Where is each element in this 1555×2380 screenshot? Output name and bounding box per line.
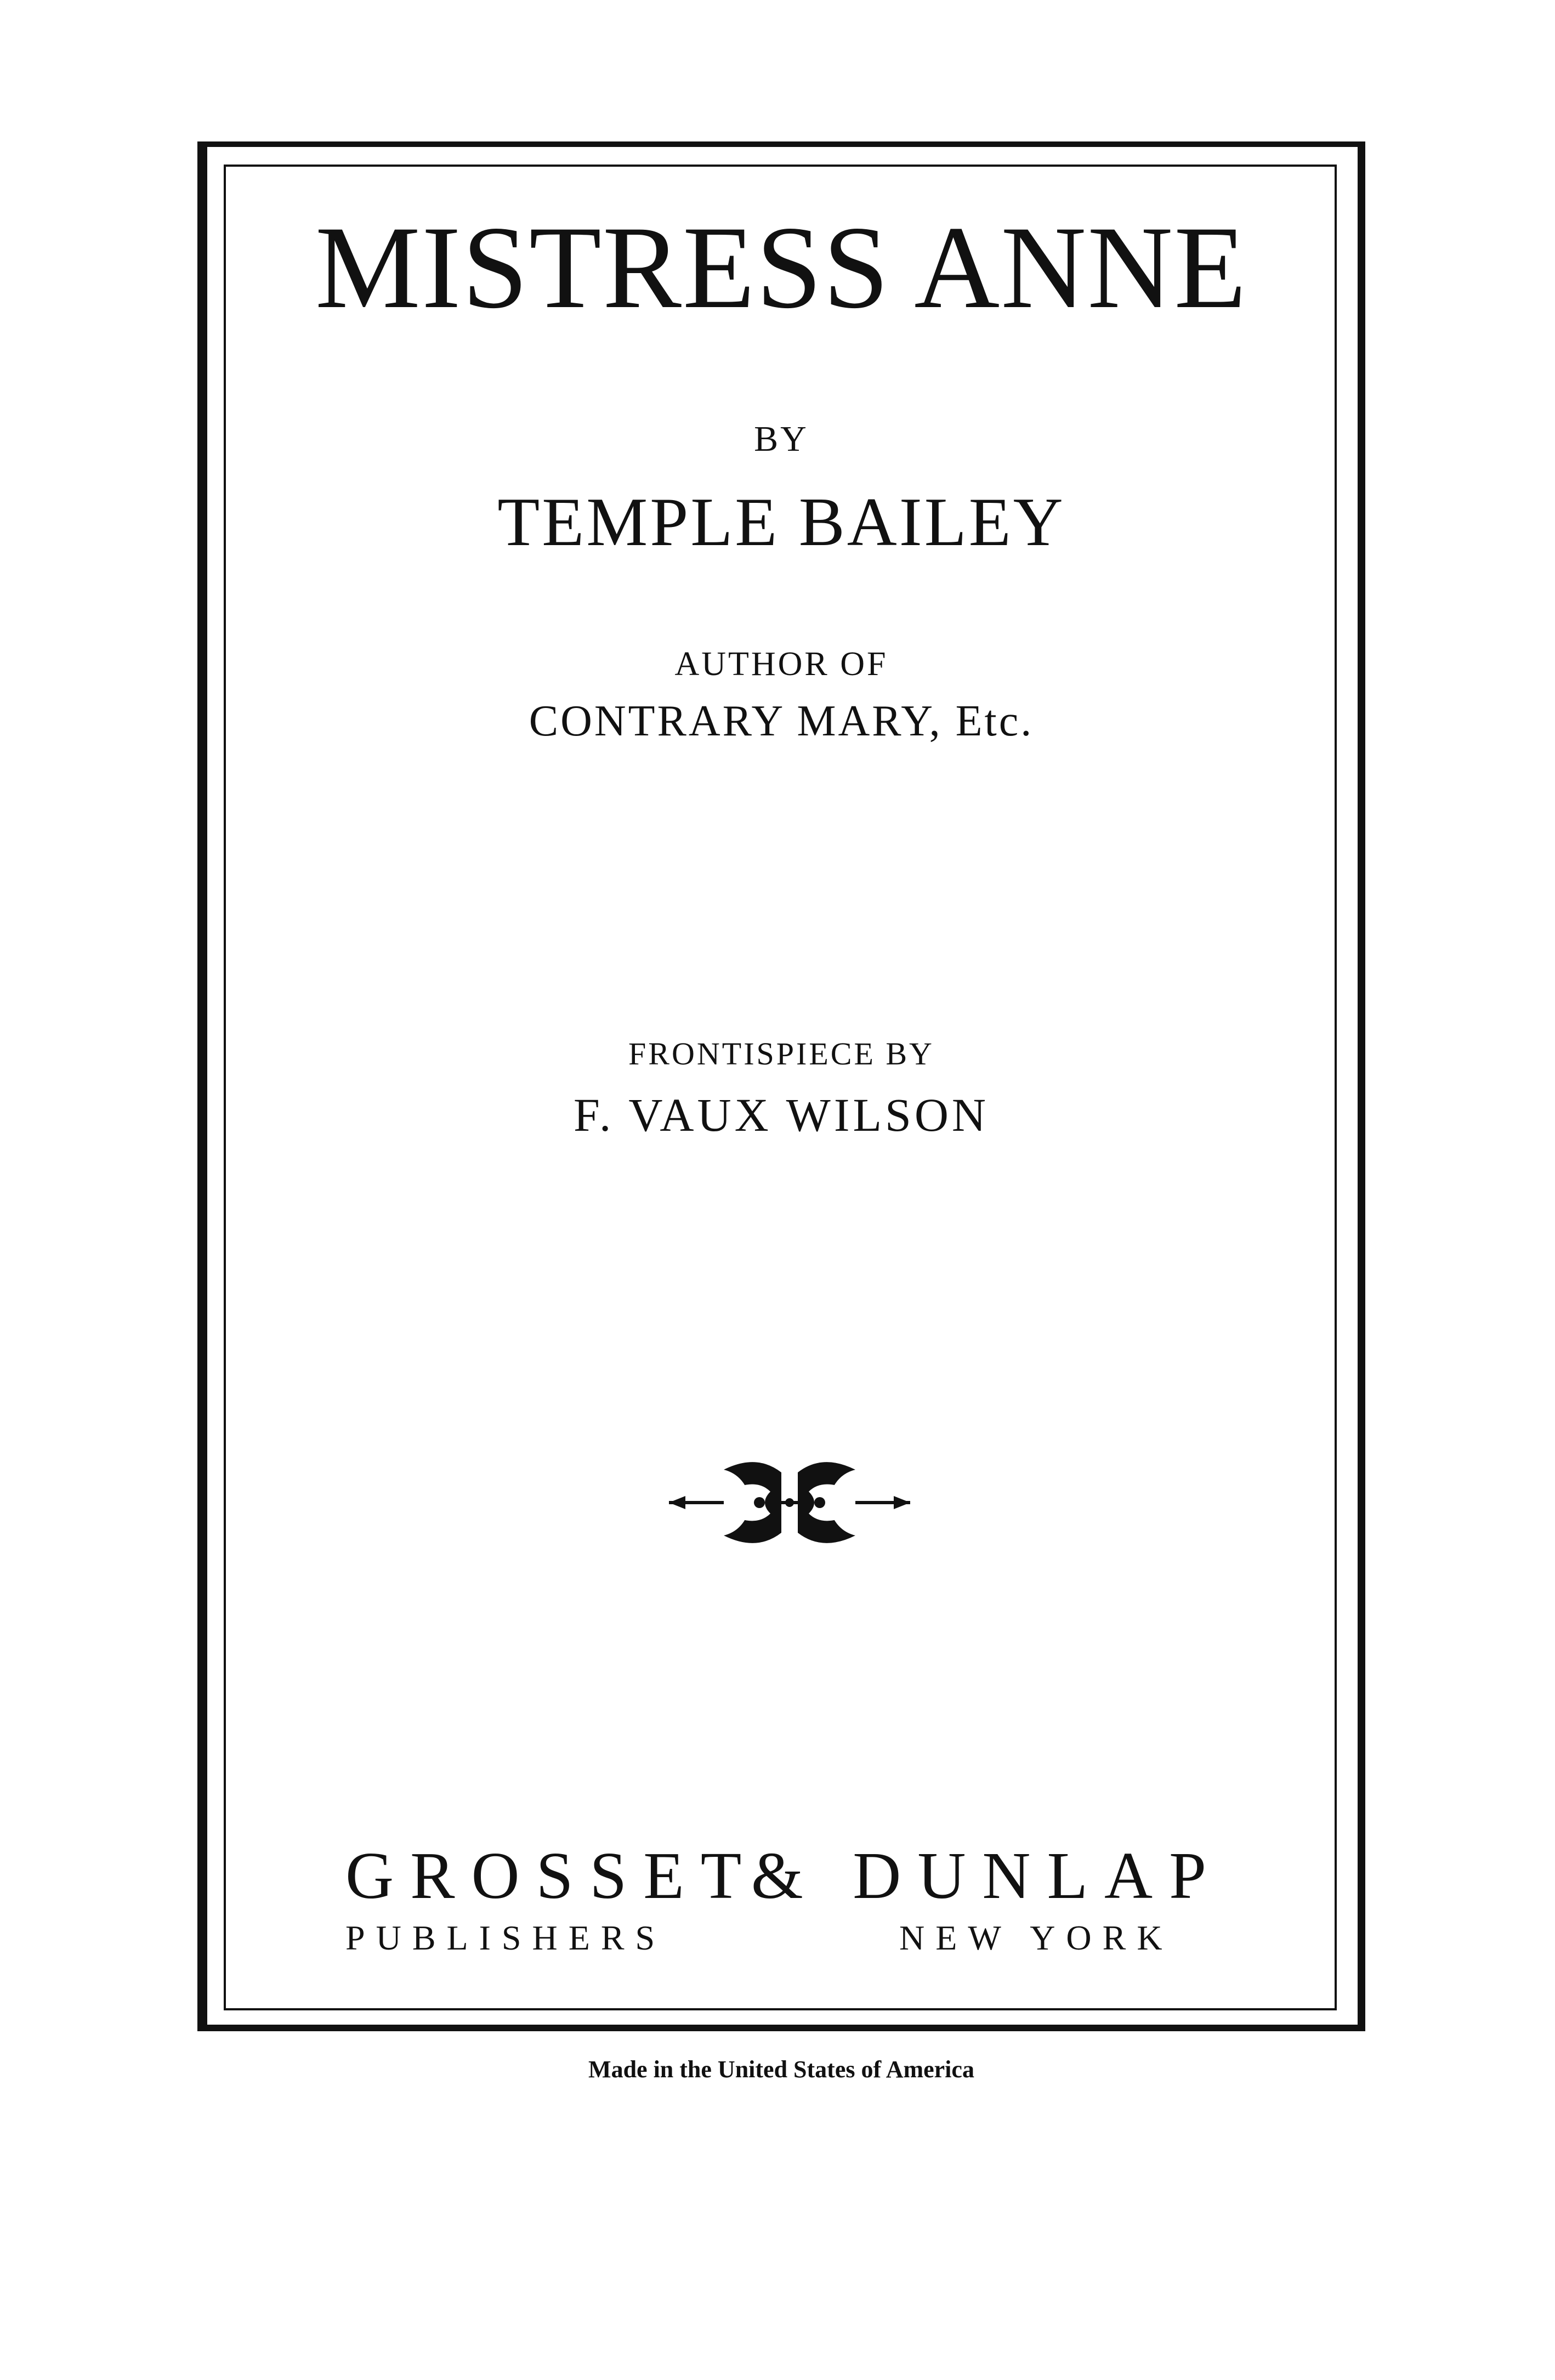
publisher-name-right: & DUNLAP: [751, 1839, 1223, 1913]
publisher-role: PUBLISHERS: [345, 1918, 666, 1957]
publisher-city: NEW YORK: [899, 1918, 1173, 1957]
frontispiece-label: FRONTISPIECE BY: [628, 1036, 934, 1072]
prior-work-title: CONTRARY MARY, Etc.: [529, 697, 1034, 745]
author-of-label: AUTHOR OF: [674, 645, 888, 683]
book-title: MISTRESS ANNE: [315, 202, 1248, 333]
imprint-line: Made in the United States of America: [588, 2056, 974, 2083]
illustrator-name: F. VAUX WILSON: [573, 1089, 990, 1141]
author-name: TEMPLE BAILEY: [497, 484, 1065, 560]
publisher-name-left: GROSSET: [345, 1839, 758, 1913]
printers-ornament-icon: [663, 1448, 916, 1557]
by-label: BY: [754, 419, 809, 459]
